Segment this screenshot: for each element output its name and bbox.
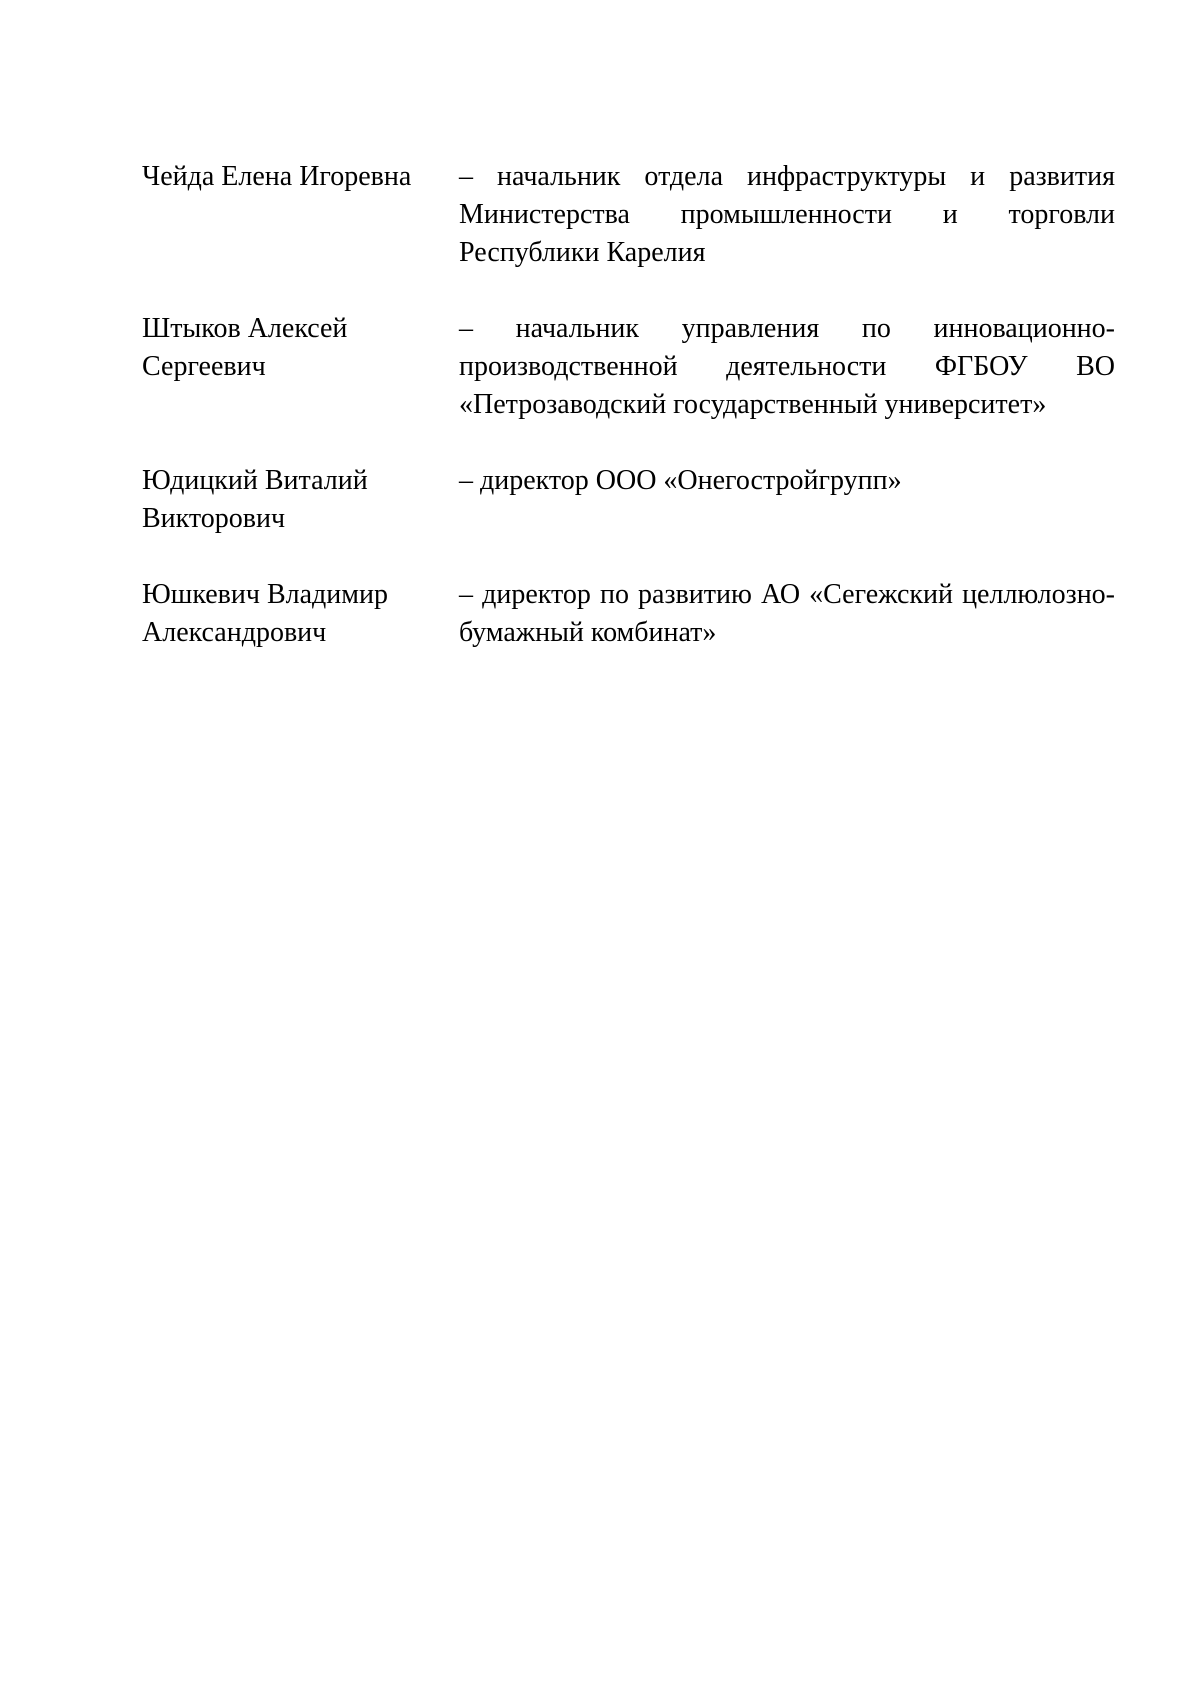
member-name: Чейда Елена Игоревна — [142, 161, 412, 192]
member-name: Юдицкий Виталий Викторович — [142, 465, 368, 534]
member-name: Юшкевич Владимир Александрович — [142, 579, 388, 648]
member-name: Штыков Алексей Сергеевич — [142, 313, 348, 382]
member-row — [142, 576, 1115, 652]
member-list — [142, 158, 1115, 690]
member-role: – начальник отдела инфраструктуры и развития Министерства промышленности и торговли Республики Карелия — [459, 161, 1115, 268]
member-role: – директор по развитию АО «Сегежский целлюлозно-бумажный комбинат» — [459, 579, 1115, 648]
member-role: – начальник управления по инновационно-производственной деятельности ФГБОУ ВО «Петрозаводский государственный университет» — [459, 313, 1115, 420]
member-role: – директор ООО «Онегостройгрупп» — [459, 465, 902, 496]
member-row — [142, 462, 1115, 538]
member-row — [142, 158, 1115, 272]
member-row — [142, 310, 1115, 424]
